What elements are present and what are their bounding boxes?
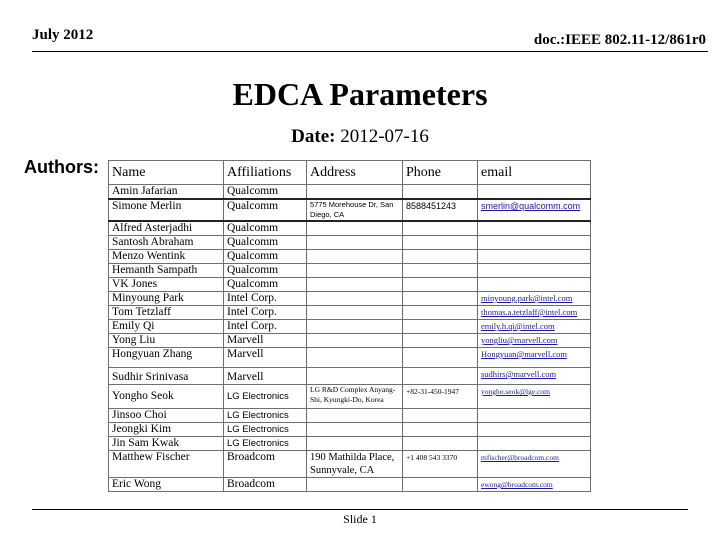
table-row <box>109 199 591 221</box>
table-row <box>109 334 591 348</box>
author-address <box>307 292 403 306</box>
header-doc-id: doc.:IEEE 802.11-12/861r0 <box>533 32 706 48</box>
slide-title: EDCA Parameters <box>232 76 488 112</box>
table-row <box>109 437 591 451</box>
author-name: VK Jones <box>109 278 224 292</box>
col-header-email: email <box>478 161 591 185</box>
table-row <box>109 292 591 306</box>
author-affiliation: Marvell <box>224 368 307 385</box>
author-affiliation: LG Electronics <box>224 409 307 423</box>
email-link[interactable]: smerlin@qualcomm.com <box>481 201 581 211</box>
table-row <box>109 451 591 478</box>
date-line <box>0 126 720 148</box>
author-email <box>478 385 591 409</box>
author-address <box>307 320 403 334</box>
author-affiliation: Intel Corp. <box>224 292 307 306</box>
author-address: 190 Mathilda Place, Sunnyvale, CA <box>307 451 403 478</box>
table-row <box>109 185 591 200</box>
author-phone <box>403 185 478 200</box>
author-email <box>478 451 591 478</box>
email-link[interactable]: thomas.a.tetzlaff@intel.com <box>481 307 578 317</box>
author-phone <box>403 368 478 385</box>
author-name: Yongho Seok <box>109 385 224 409</box>
author-address <box>307 250 403 264</box>
author-email <box>478 423 591 437</box>
table-row <box>109 478 591 492</box>
table-row <box>109 236 591 250</box>
author-phone <box>403 236 478 250</box>
author-email <box>478 199 591 221</box>
author-affiliation: Qualcomm <box>224 236 307 250</box>
author-name: Jin Sam Kwak <box>109 437 224 451</box>
author-phone <box>403 409 478 423</box>
author-affiliation: LG Electronics <box>224 385 307 409</box>
author-email <box>478 264 591 278</box>
author-email <box>478 478 591 492</box>
author-phone: +82-31-450-1947 <box>403 385 478 409</box>
author-affiliation: Qualcomm <box>224 221 307 236</box>
author-phone <box>403 423 478 437</box>
author-affiliation: Qualcomm <box>224 199 307 221</box>
author-phone <box>403 250 478 264</box>
author-affiliation: Broadcom <box>224 451 307 478</box>
author-email <box>478 185 591 200</box>
author-name: Simone Merlin <box>109 199 224 221</box>
author-email <box>478 437 591 451</box>
author-affiliation: Intel Corp. <box>224 306 307 320</box>
author-address <box>307 264 403 278</box>
author-address <box>307 306 403 320</box>
slide-number: Slide 1 <box>343 512 377 526</box>
author-affiliation: Qualcomm <box>224 185 307 200</box>
table-row <box>109 306 591 320</box>
author-phone: 8588451243 <box>403 199 478 221</box>
author-name: Yong Liu <box>109 334 224 348</box>
table-row <box>109 320 591 334</box>
email-link[interactable]: minyoung.park@intel.com <box>481 293 573 303</box>
author-name: Menzo Wentink <box>109 250 224 264</box>
author-phone <box>403 478 478 492</box>
author-phone <box>403 264 478 278</box>
author-address <box>307 437 403 451</box>
email-link[interactable]: ewong@broadcom.com <box>481 480 553 489</box>
date-label: Date: <box>291 126 336 147</box>
table-row <box>109 423 591 437</box>
col-header-name: Name <box>109 161 224 185</box>
table-row <box>109 221 591 236</box>
author-address <box>307 368 403 385</box>
email-link[interactable]: emily.h.qi@intel.com <box>481 321 555 331</box>
author-phone <box>403 292 478 306</box>
author-email <box>478 334 591 348</box>
author-phone <box>403 320 478 334</box>
author-name: Hongyuan Zhang <box>109 348 224 368</box>
author-name: Tom Tetzlaff <box>109 306 224 320</box>
table-row <box>109 278 591 292</box>
table-row <box>109 385 591 409</box>
email-link[interactable]: sudhirs@marvell.com <box>481 369 557 379</box>
author-address: LG R&D Complex Anyang-Shi, Kyungki-Do, Korea <box>307 385 403 409</box>
author-affiliation: Qualcomm <box>224 264 307 278</box>
author-phone <box>403 334 478 348</box>
author-address <box>307 409 403 423</box>
header-rule <box>32 51 708 52</box>
author-address <box>307 334 403 348</box>
author-name: Emily Qi <box>109 320 224 334</box>
author-email <box>478 348 591 368</box>
author-email <box>478 250 591 264</box>
email-link[interactable]: yongliu@marvell.com <box>481 335 558 345</box>
email-link[interactable]: mfischer@broadcom.com <box>481 453 559 462</box>
table-row <box>109 264 591 278</box>
email-link[interactable]: yongho.seok@lge.com <box>481 387 550 396</box>
author-email <box>478 368 591 385</box>
author-address <box>307 478 403 492</box>
author-email <box>478 278 591 292</box>
author-name: Amin Jafarian <box>109 185 224 200</box>
header-date: July 2012 <box>32 27 94 43</box>
author-name: Alfred Asterjadhi <box>109 221 224 236</box>
author-name: Eric Wong <box>109 478 224 492</box>
table-row <box>109 348 591 368</box>
author-affiliation: Qualcomm <box>224 250 307 264</box>
table-row <box>109 250 591 264</box>
author-address <box>307 185 403 200</box>
authors-table <box>108 160 591 492</box>
author-affiliation: Marvell <box>224 334 307 348</box>
author-address: 5775 Morehouse Dr, San Diego, CA <box>307 199 403 221</box>
author-address <box>307 348 403 368</box>
author-phone <box>403 437 478 451</box>
author-address <box>307 221 403 236</box>
author-phone <box>403 348 478 368</box>
author-affiliation: Broadcom <box>224 478 307 492</box>
author-name: Minyoung Park <box>109 292 224 306</box>
author-affiliation: LG Electronics <box>224 437 307 451</box>
author-name: Sudhir Srinivasa <box>109 368 224 385</box>
authors-label: Authors: <box>24 157 99 177</box>
author-name: Jeongki Kim <box>109 423 224 437</box>
footer-rule <box>32 509 688 510</box>
author-name: Hemanth Sampath <box>109 264 224 278</box>
author-email <box>478 409 591 423</box>
author-phone: +1 408 543 3370 <box>403 451 478 478</box>
author-name: Santosh Abraham <box>109 236 224 250</box>
author-phone <box>403 306 478 320</box>
author-affiliation: Qualcomm <box>224 278 307 292</box>
author-phone <box>403 221 478 236</box>
author-phone <box>403 278 478 292</box>
author-email <box>478 221 591 236</box>
author-name: Jinsoo Choi <box>109 409 224 423</box>
col-header-affiliations: Affiliations <box>224 161 307 185</box>
author-address <box>307 236 403 250</box>
table-header-row <box>109 161 591 185</box>
table-row <box>109 409 591 423</box>
author-affiliation: Marvell <box>224 348 307 368</box>
author-affiliation: Intel Corp. <box>224 320 307 334</box>
col-header-phone: Phone <box>403 161 478 185</box>
table-row <box>109 368 591 385</box>
author-email <box>478 292 591 306</box>
col-header-address: Address <box>307 161 403 185</box>
author-address <box>307 278 403 292</box>
email-link[interactable]: Hongyuan@marvell.com <box>481 349 567 359</box>
author-email <box>478 236 591 250</box>
date-value: 2012-07-16 <box>340 126 429 147</box>
author-email <box>478 320 591 334</box>
author-affiliation: LG Electronics <box>224 423 307 437</box>
author-address <box>307 423 403 437</box>
author-email <box>478 306 591 320</box>
author-name: Matthew Fischer <box>109 451 224 478</box>
